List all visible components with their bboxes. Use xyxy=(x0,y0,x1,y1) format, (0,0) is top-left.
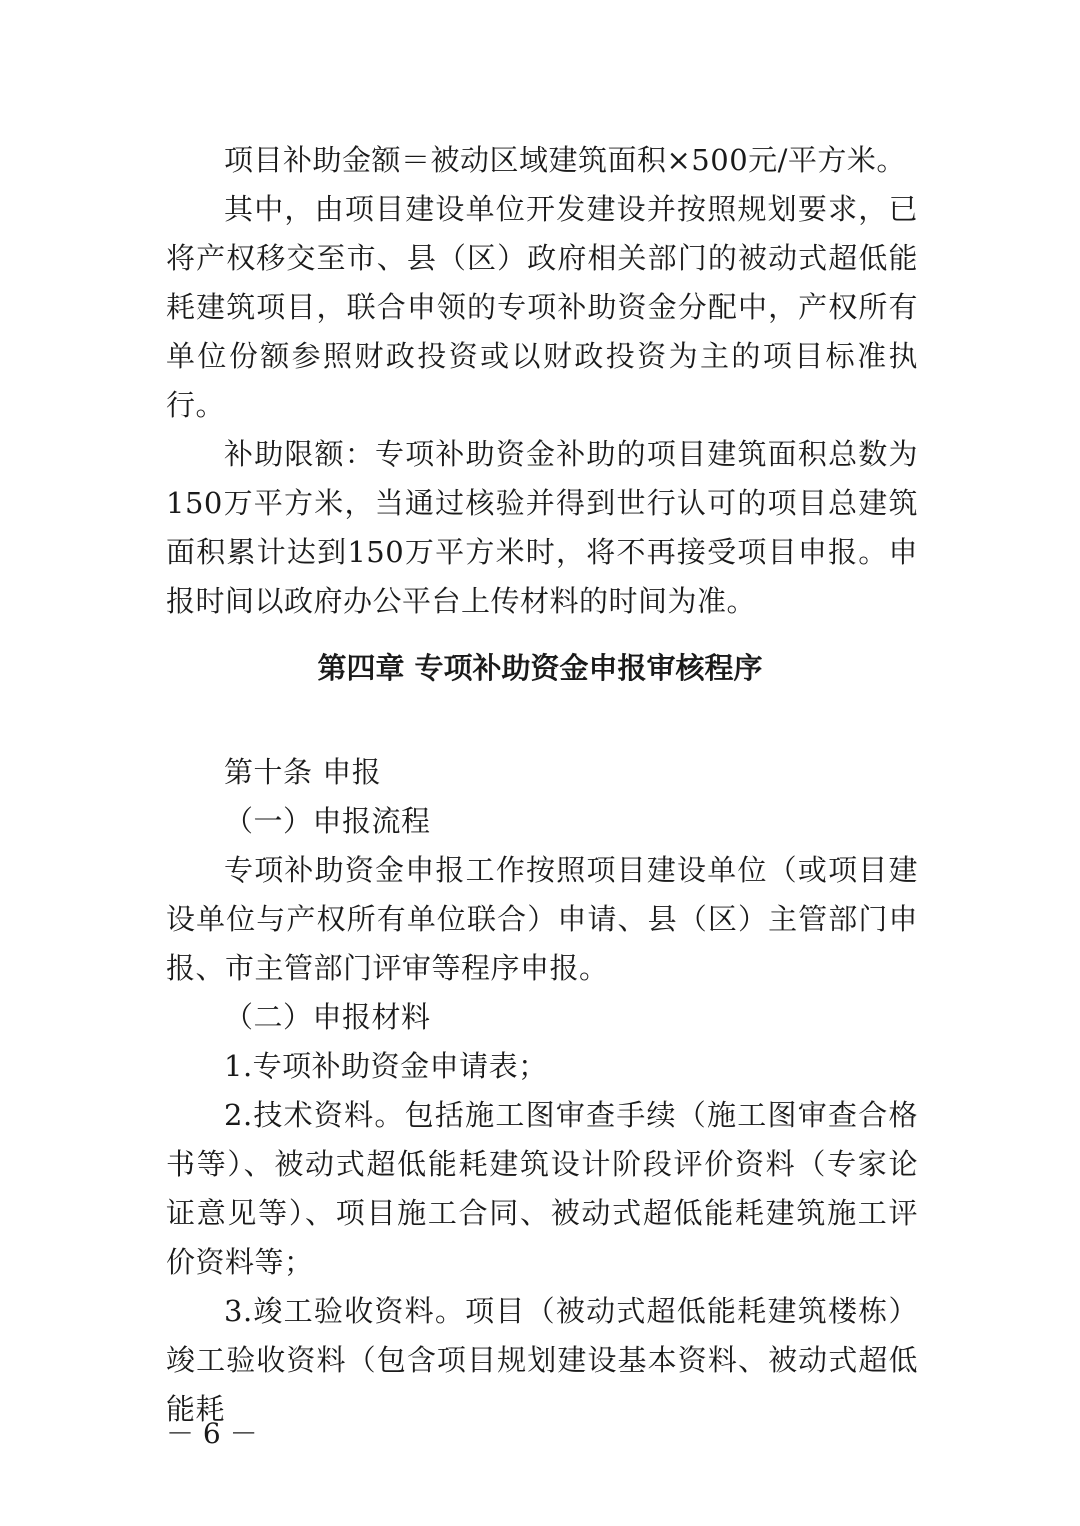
list-item-technical-materials: 2.技术资料。包括施工图审查手续（施工图审查合格书等）、被动式超低能耗建筑设计阶段评价资料（专家论证意见等）、项目施工合同、被动式超低能耗建筑施工评价资料等； xyxy=(166,1098,918,1279)
subsection-heading-materials: （二）申报材料 xyxy=(224,1000,431,1034)
subsection-heading-process: （一）申报流程 xyxy=(224,804,431,838)
paragraph-joint-application: 其中，由项目建设单位开发建设并按照规划要求，已将产权移交至市、县（区）政府相关部门的被动式超低能耗建筑项目，联合申领的专项补助资金分配中，产权所有单位份额参照财政投资或以财政投资为主的项目标准执行。 xyxy=(166,192,918,422)
page-number: － 6 － xyxy=(166,1417,258,1450)
paragraph-subsidy-limit: 补助限额：专项补助资金补助的项目建筑面积总数为150万平方米，当通过核验并得到世行认可的项目总建筑面积累计达到150万平方米时，将不再接受项目申报。申报时间以政府办公平台上传材料的时间为准。 xyxy=(166,437,918,618)
list-item-application-form: 1.专项补助资金申请表； xyxy=(224,1049,548,1083)
paragraph-subsidy-formula: 项目补助金额＝被动区域建筑面积×500元/平方米。 xyxy=(224,143,906,177)
section-application-text xyxy=(166,748,918,1434)
paragraph-process: 专项补助资金申报工作按照项目建设单位（或项目建设单位与产权所有单位联合）申请、县（区）主管部门申报、市主管部门评审等程序申报。 xyxy=(166,853,918,985)
chapter-title: 第四章 专项补助资金申报审核程序 xyxy=(317,651,763,685)
article-heading: 第十条 申报 xyxy=(224,755,382,789)
list-item-acceptance-materials: 3.竣工验收资料。项目（被动式超低能耗建筑楼栋）竣工验收资料（包含项目规划建设基本资料、被动式超低能耗 xyxy=(166,1294,918,1426)
section-regulation-text xyxy=(166,136,918,626)
